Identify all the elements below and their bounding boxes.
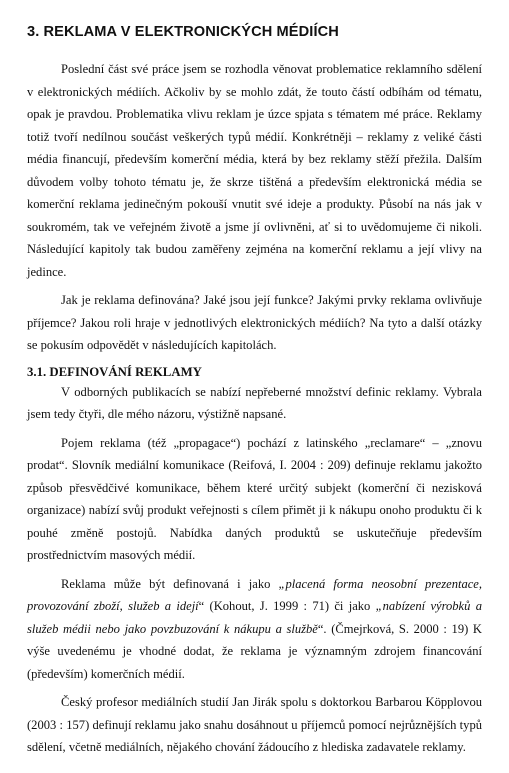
quoted-definition-1: „placená forma neosobní prezentace, provozování zboží, služeb a idejí — [27, 576, 482, 613]
section-heading: 3.1. DEFINOVÁNÍ REKLAMY — [27, 364, 202, 379]
intro-paragraph-1: Poslední část své práce jsem se rozhodla věnovat problematice reklamního sdělení v elektronických médiích. Ačkoliv by se mohlo zdát, že touto částí odbíhám od tématu, opak je pravdou. Problematika vlivu reklam je úzce spjata s tématem mé práce. Reklamy totiž tvoří nedílnou součást veškerých typů médií. Konkrétněji – reklamy z veliké části média financují, především komerční média, která by bez reklamy stěží přežila. Dalším důvodem volby tohoto tématu je, že skrze tištěná a především elektronická média se komerční reklama jedinečným pokouší vnutit své ideje a produkty. Působí na nás jak v soukromém, tak ve veřejném životě a jsme jí ovlivněni, ať si to uvědomujeme či nikoli. Následující kapitoly tak budou zaměřeny zejména na komerční reklamu a její vlivy na jedince. — [27, 62, 482, 279]
intro-paragraph-2: Jak je reklama definována? Jaké jsou její funkce? Jakými prvky reklama ovlivňuje příjemce? Jakou roli hraje v jednotlivých elektronických médiích? Na tyto a další otázky se pokusím odpovědět v následujících kapitolách. — [27, 293, 482, 352]
paragraph-text: “. (Čmejrková, S. 2000 : 19) K výše uvedenému je vhodné dodat, že reklama je významným zdrojem financování (především) komerčních médií. — [27, 621, 482, 681]
paragraph-text: Reklama může být definovaná i jako — [61, 576, 279, 591]
quoted-definition-2: „nabízení výrobků a služeb médii nebo jako povzbuzování k nákupu a službě — [27, 599, 482, 636]
definitions-paragraph-1: V odborných publikacích se nabízí nepřeberné množství definic reklamy. Vybrala jsem tedy čtyři, dle mého názoru, výstižně napsané. — [27, 384, 482, 421]
definitions-paragraph-4: Český profesor mediálních studií Jan Jirák spolu s doktorkou Barbarou Köpplovou (2003 : 157) definují reklamu jako snahu dosáhnout u příjemců pomocí nejrůznějších typů sdělení, včetně mediálních, nějakého chování žádoucího z hlediska zadavatele reklamy. — [27, 695, 482, 754]
definitions-paragraph-2: Pojem reklama (též „propagace“) pochází z latinského „reclamare“ – „znovu prodat“. Slovník mediální komunikace (Reifová, I. 2004 : 209) definuje reklamu jakožto způsob přesvědčivé komunikace, během které určitý subjekt (komerční či nezisková organizace) nabízí svůj produkt veřejnosti s cílem přimět ji k nákupu onoho produktu či k pouhé změně postojů. Nabídka daných produktů se uskutečňuje především prostřednictvím masových médií. — [27, 435, 482, 562]
chapter-heading: 3. REKLAMA V ELEKTRONICKÝCH MÉDIÍCH — [27, 24, 339, 40]
paragraph-text: “ (Kohout, J. 1999 : 71) či jako — [198, 599, 376, 613]
definitions-paragraph-3 — [27, 573, 482, 686]
